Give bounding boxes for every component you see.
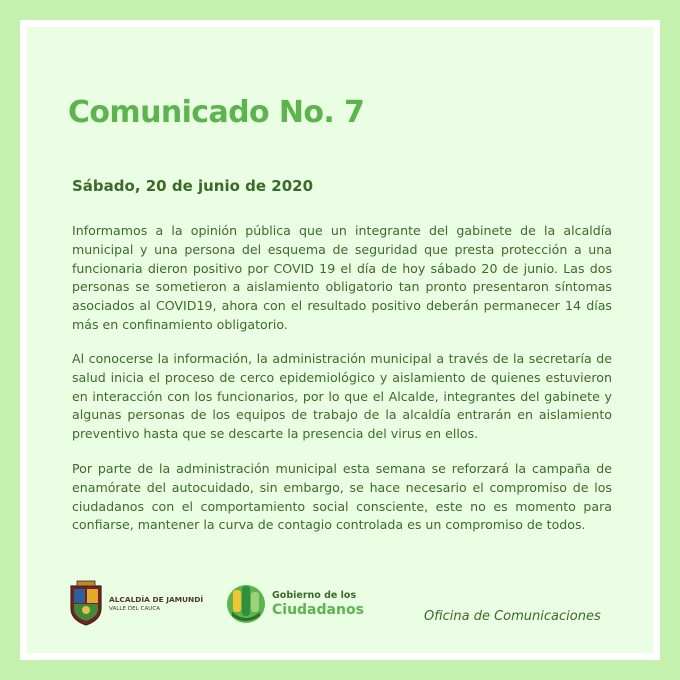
gobierno-line-2: Ciudadanos: [272, 601, 364, 618]
paragraph-1: Informamos a la opinión pública que un integrante del gabinete de la alcaldía municipal y una persona del esquema de seguridad que presta protección a una funcionaria dieron positivo por COVID 19 el día de hoy sábado 20 de junio. Las dos personas se sometieron a aislamiento obligatorio tan pronto presentaron síntomas asociados al COVID19, ahora con el resultado positivo deberán permanecer 14 días más en confinamiento obligatorio.: [72, 223, 612, 332]
alcaldia-name: ALCALDÍA DE JAMUNDÍ: [109, 594, 204, 604]
alcaldia-subtitle: VALLE DEL CAUCA: [109, 605, 161, 612]
alcaldia-jamundi-logo: [69, 580, 203, 626]
jamundi-crest-icon: [69, 580, 103, 626]
gobierno-line-1: Gobierno de los: [272, 590, 357, 602]
gobierno-ciudadanos-logo: [226, 582, 364, 626]
office-signature: Oficina de Comunicaciones: [424, 609, 601, 624]
page-title: Comunicado No. 7: [68, 95, 365, 130]
gobierno-ciudadanos-icon: [226, 582, 266, 626]
communique-date: Sábado, 20 de junio de 2020: [72, 177, 314, 195]
paragraph-3: Por parte de la administración municipal esta semana se reforzará la campaña de enamórate del autocuidado, sin embargo, se hace necesario el compromiso de los ciudadanos con el comportamiento social consciente, este no es momento para confiarse, mantener la curva de contagio controlada es un compromiso de todos.: [72, 461, 612, 533]
paragraph-2: Al conocerse la información, la administración municipal a través de la secretaría de salud inicia el proceso de cerco epidemiológico y aislamiento de quienes estuvieron en interacción con los funcionarios, por lo que el Alcalde, integrantes del gabinete y algunas personas de los equipos de trabajo de la alcaldía entrarán en aislamiento preventivo hasta que se descarte la presencia del virus en ellos.: [72, 351, 612, 442]
communique-card: [20, 20, 660, 660]
